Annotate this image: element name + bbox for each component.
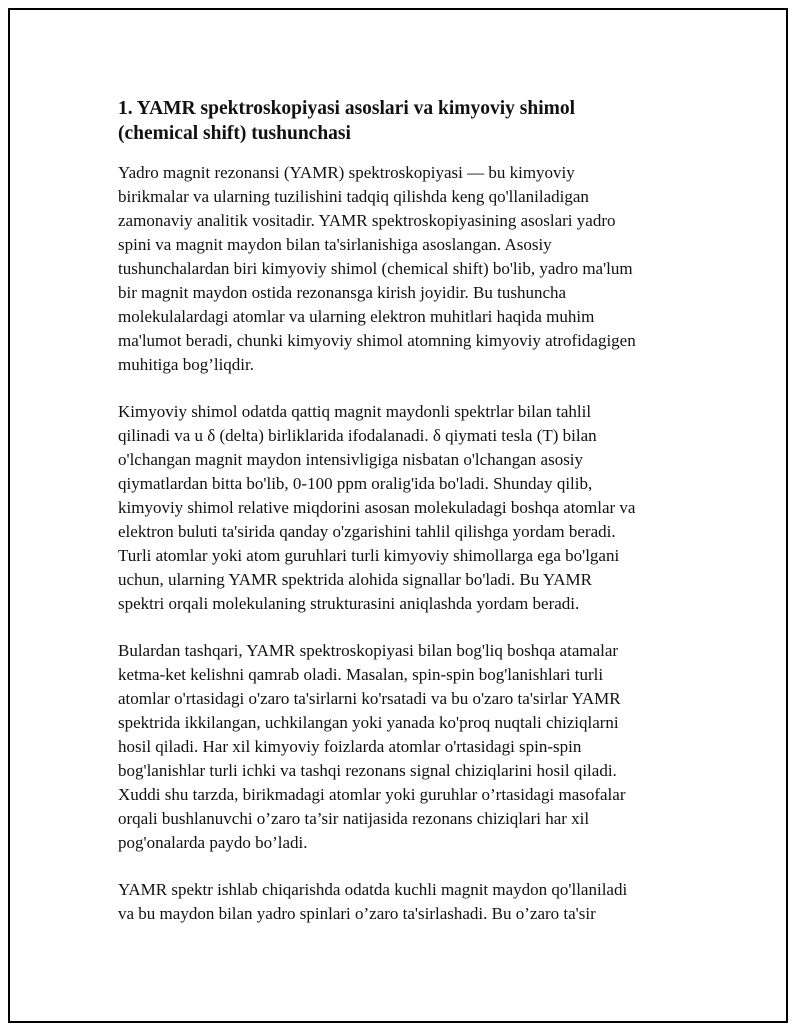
text-line: hosil qiladi. Har xil kimyoviy foizlarda atomlar o'rtasidagi spin-spin [118,737,582,756]
text-line: uchun, ularning YAMR spektrida alohida signallar bo'ladi. Bu YAMR [118,570,592,589]
text-line: bog'lanishlar turli ichki va tashqi rezonans signal chiziqlarini hosil qiladi. [118,761,617,780]
text-line: spini va magnit maydon bilan ta'sirlanishiga asoslangan. Asosiy [118,235,552,254]
text-line: Turli atomlar yoki atom guruhlari turli kimyoviy shimollarga ega bo'lgani [118,546,620,565]
text-line: zamonaviy analitik vositadir. YAMR spektroskopiyasining asoslari yadro [118,211,616,230]
paragraph-2 [118,400,688,616]
text-line: Xuddi shu tarzda, birikmadagi atomlar yoki guruhlar o’rtasidagi masofalar [118,785,626,804]
text-line: molekulalardagi atomlar va ularning elektron muhitlari haqida muhim [118,307,595,326]
text-line: kimyoviy shimol relative miqdorini asosan molekuladagi boshqa atomlar va [118,498,636,517]
document-page [8,8,788,1023]
text-line: spektrida ikkilangan, uchkilangan yoki yanada ko'proq nuqtali chiziqlarni [118,713,619,732]
text-line: muhitiga bog’liqdir. [118,355,254,374]
text-line: bir magnit maydon ostida rezonansga kirish joyidir. Bu tushuncha [118,283,567,302]
text-line: Bulardan tashqari, YAMR spektroskopiyasi bilan bog'liq boshqa atamalar [118,641,619,660]
text-line: qilinadi va u δ (delta) birliklarida ifodalanadi. δ qiymati tesla (T) bilan [118,426,597,445]
paragraph-1 [118,161,688,377]
text-line: orqali bushlanuvchi o’zaro ta’sir natijasida rezonans chiziqlari har xil [118,809,590,828]
text-line: qiymatlardan bitta bo'lib, 0-100 ppm oralig'ida bo'ladi. Shunday qilib, [118,474,593,493]
paragraph-3 [118,639,688,855]
text-line: spektri orqali molekulaning strukturasini aniqlashda yordam beradi. [118,594,580,613]
text-line: YAMR spektr ishlab chiqarishda odatda kuchli magnit maydon qo'llaniladi [118,880,628,899]
section-title [118,96,688,146]
text-line: va bu maydon bilan yadro spinlari o’zaro ta'sirlashadi. Bu o’zaro ta'sir [118,904,596,923]
text-line: elektron buluti ta'sirida qanday o'zgarishini tahlil qilishga yordam beradi. [118,522,616,541]
text-line: tushunchalardan biri kimyoviy shimol (chemical shift) bo'lib, yadro ma'lum [118,259,633,278]
text-line: ketma-ket kelishni qamrab oladi. Masalan, spin-spin bog'lanishlari turli [118,665,604,684]
text-line: Kimyoviy shimol odatda qattiq magnit maydonli spektrlar bilan tahlil [118,402,592,421]
text-line: ma'lumot beradi, chunki kimyoviy shimol atomning kimyoviy atrofidagigen [118,331,636,350]
title-line: (chemical shift) tushunchasi [118,123,351,144]
title-line: 1. YAMR spektroskopiyasi asoslari va kimyoviy shimol [118,98,576,119]
document-body [118,96,688,949]
text-line: birikmalar va ularning tuzilishini tadqiq qilishda keng qo'llaniladigan [118,187,589,206]
text-line: pog'onalarda paydo bo’ladi. [118,833,308,852]
text-line: Yadro magnit rezonansi (YAMR) spektroskopiyasi — bu kimyoviy [118,163,575,182]
text-line: o'lchangan magnit maydon intensivligiga nisbatan o'lchangan asosiy [118,450,584,469]
text-line: atomlar o'rtasidagi o'zaro ta'sirlarni ko'rsatadi va bu o'zaro ta'sirlar YAMR [118,689,621,708]
paragraph-4 [118,878,688,926]
